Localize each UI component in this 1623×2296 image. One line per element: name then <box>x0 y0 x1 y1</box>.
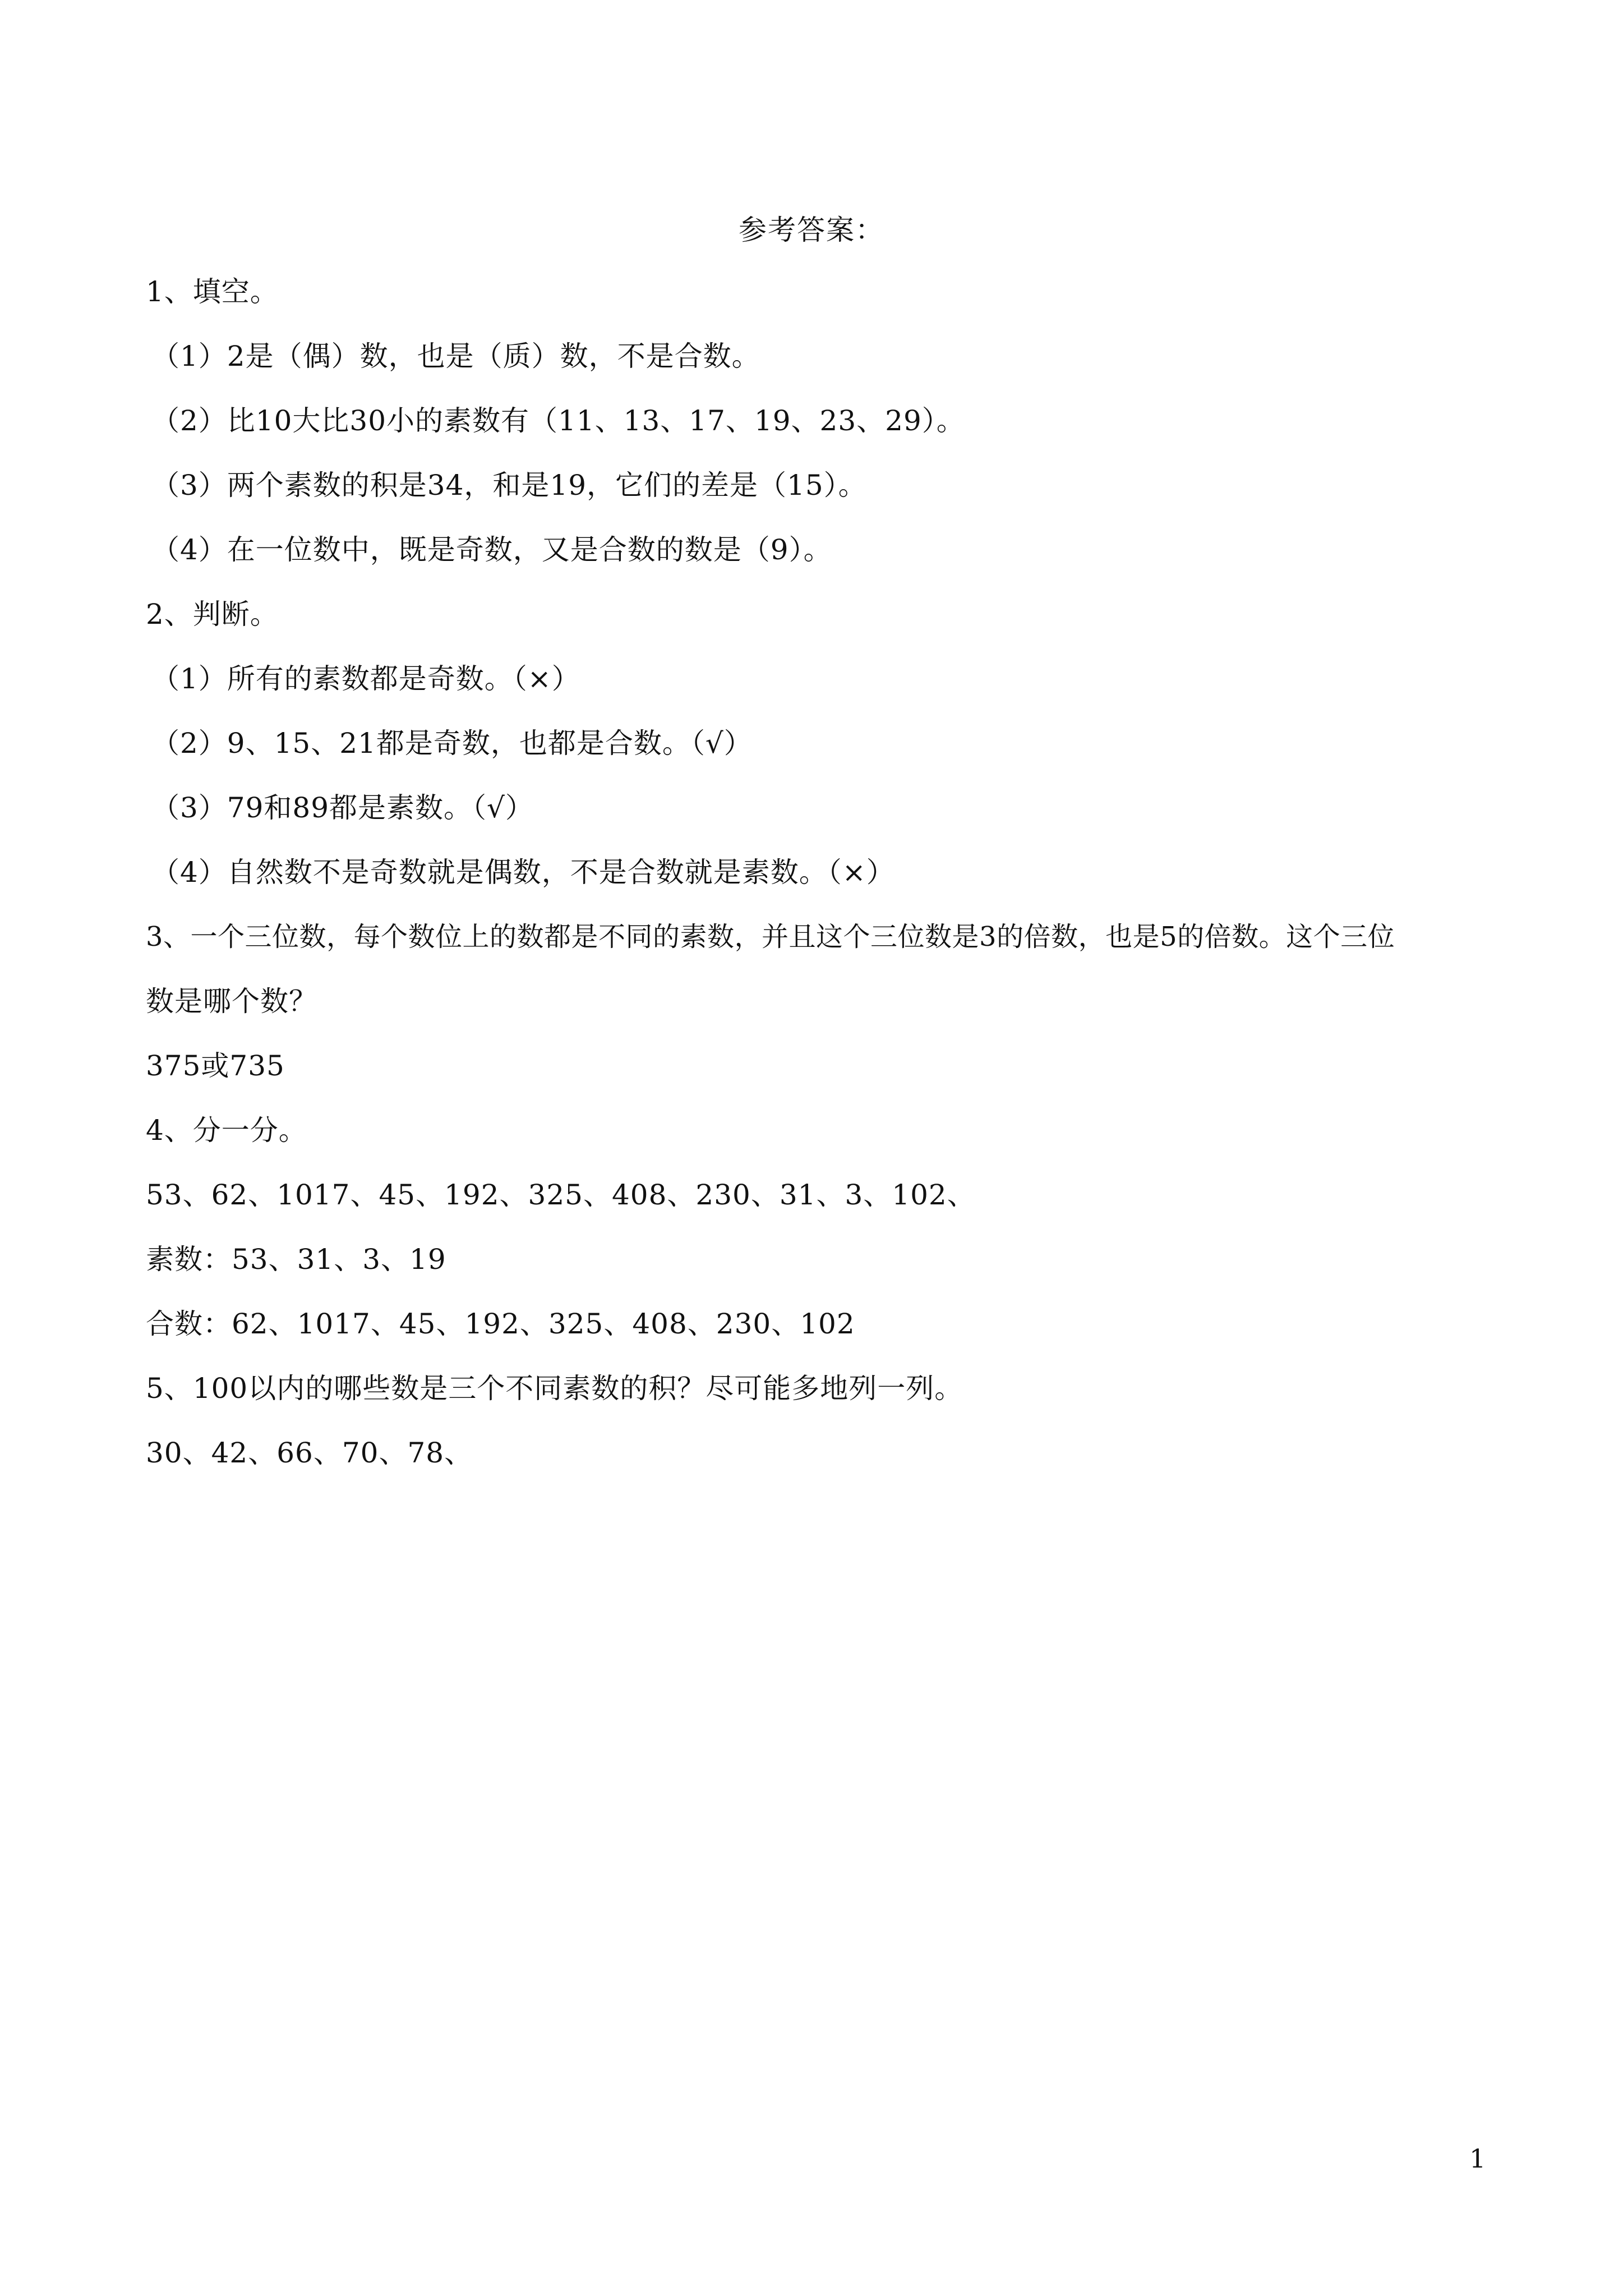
section-4-primes: 素数：53、31、3、19 <box>146 1243 446 1276</box>
judge-answer-1: （1）所有的素数都是奇数。（×） <box>151 662 580 695</box>
section-4-heading: 4、分一分。 <box>146 1114 307 1147</box>
judge-answer-3: （3）79和89都是素数。（√） <box>151 792 534 824</box>
fill-answer-2: （2）比10大比30小的素数有（11、13、17、19、23、29）。 <box>151 404 965 437</box>
section-5-question: 5、100以内的哪些数是三个不同素数的积？尽可能多地列一列。 <box>146 1372 963 1405</box>
section-2-heading: 2、判断。 <box>146 598 279 631</box>
section-3-question-line-2: 数是哪个数？ <box>146 985 317 1018</box>
section-3-question-line-1: 3、一个三位数，每个数位上的数都是不同的素数，并且这个三位数是3的倍数，也是5的倍数。这个三位 <box>146 921 1395 953</box>
section-4-composites: 合数：62、1017、45、192、325、408、230、102 <box>146 1308 855 1340</box>
section-3-answer: 375或735 <box>146 1050 285 1082</box>
page-number: 1 <box>1469 2143 1486 2174</box>
fill-answer-1: （1）2是（偶）数，也是（质）数，不是合数。 <box>151 340 760 372</box>
page-title: 参考答案： <box>739 214 884 246</box>
fill-answer-4: （4）在一位数中，既是奇数，又是合数的数是（9）。 <box>151 533 832 566</box>
section-5-answer: 30、42、66、70、78、 <box>146 1437 473 1469</box>
judge-answer-4: （4）自然数不是奇数就是偶数，不是合数就是素数。（×） <box>151 856 895 889</box>
fill-answer-3: （3）两个素数的积是34，和是19，它们的差是（15）。 <box>151 469 867 501</box>
section-4-number-list: 53、62、1017、45、192、325、408、230、31、3、102、 <box>146 1179 976 1211</box>
section-1-heading: 1、填空。 <box>146 275 279 308</box>
judge-answer-2: （2）9、15、21都是奇数，也都是合数。（√） <box>151 727 753 760</box>
